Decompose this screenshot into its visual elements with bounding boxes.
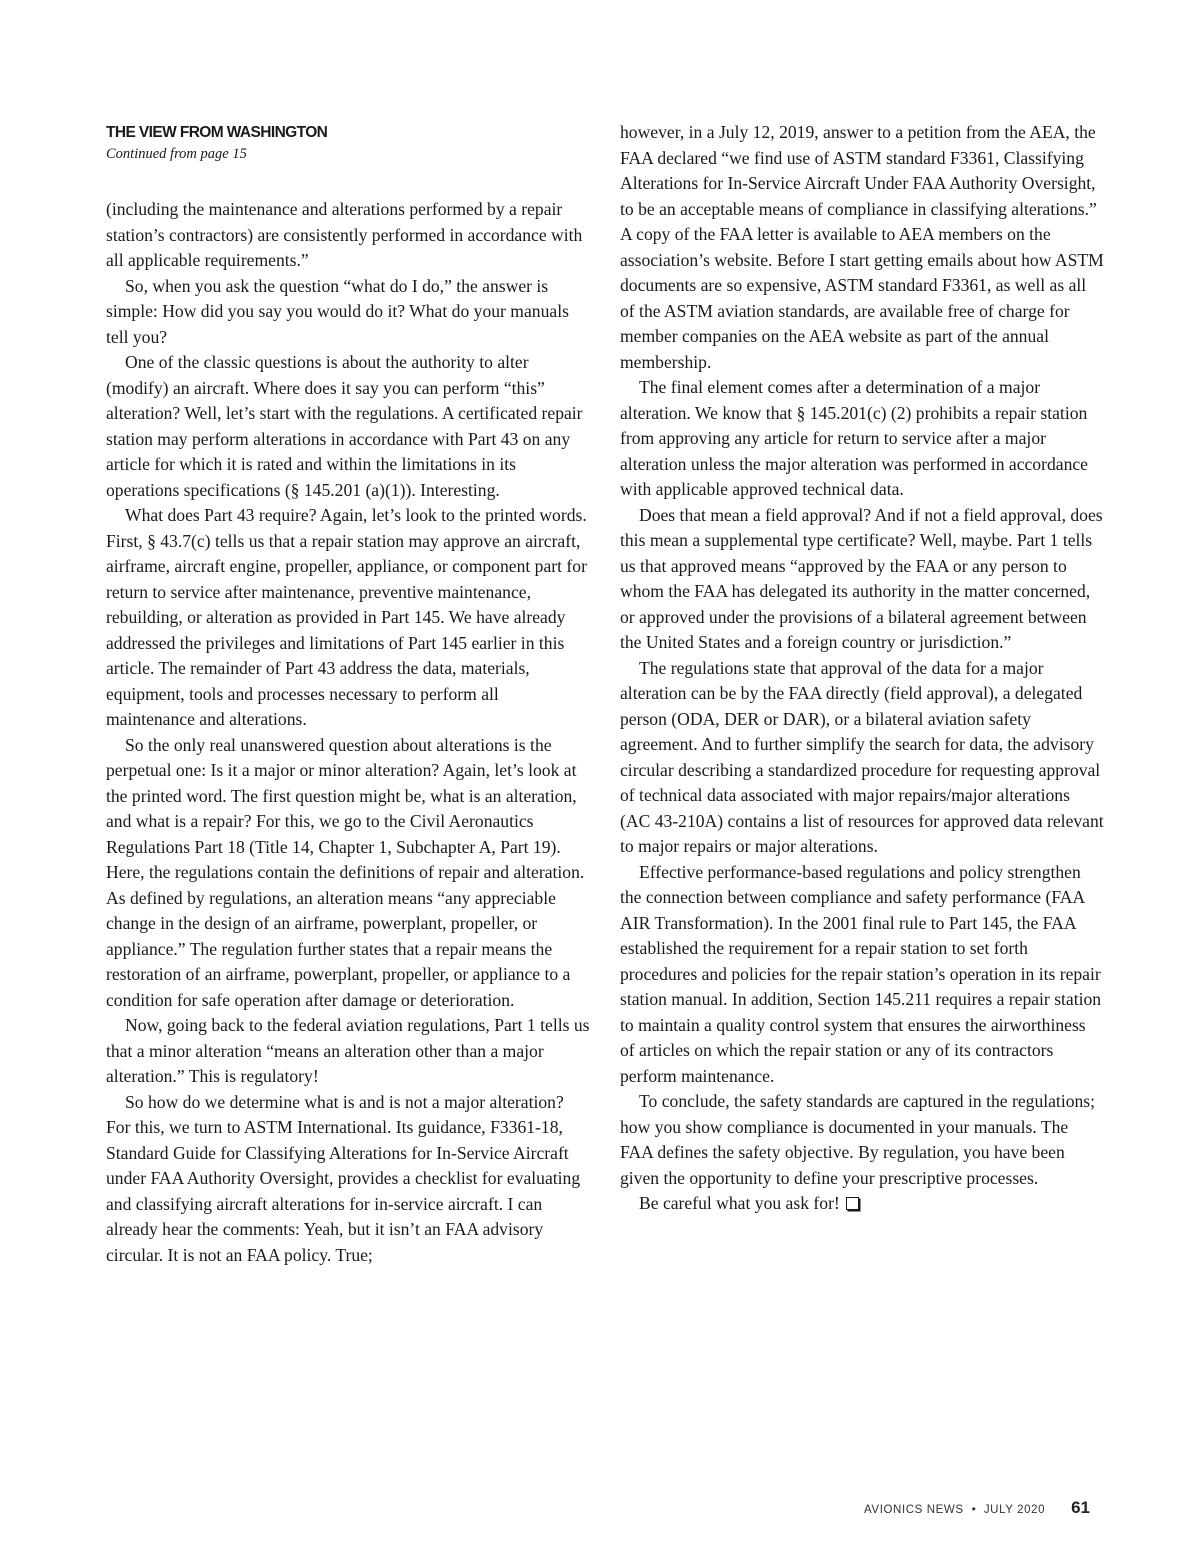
body-paragraph: So, when you ask the question “what do I do,” the answer is simple: How did you say you would do it? What do your manuals tell you? <box>106 275 569 347</box>
continued-from-note: Continued from page 15 <box>106 146 247 162</box>
body-paragraph: Does that mean a field approval? And if not a field approval, does this mean a supplemental type certificate? Well, maybe. Part 1 tells us that approved means “approved by the FAA or any person to whom the FAA has delegated its authority in the matter concerned, or approved under the provisions of a bilateral agreement between the United States and a foreign country or jurisdiction.” <box>620 504 1103 652</box>
page-number: 61 <box>1071 1498 1090 1517</box>
page-footer <box>864 1498 1090 1518</box>
body-paragraph: however, in a July 12, 2019, answer to a petition from the AEA, the FAA declared “we find use of ASTM standard F3361, Classifying Alterations for In-Service Aircraft Under FAA Authority Oversight, to be an acceptable means of compliance in classifying alterations.” A copy of the FAA letter is available to AEA members on the association’s website. Before I start getting emails about how ASTM documents are so expensive, ASTM standard F3361, as well as all of the ASTM aviation standards, are available free of charge for member companies on the AEA website as part of the annual membership. <box>620 122 1104 372</box>
body-paragraph: The final element comes after a determination of a major alteration. We know that § 145.201(c) (2) prohibits a repair station from approving any article for return to service after a major alteration unless the major alteration was performed in accordance with applicable approved technical data. <box>620 377 1088 499</box>
body-paragraph: The regulations state that approval of the data for a major alteration can be by the FAA directly (field approval), a delegated person (ODA, DER or DAR), or a bilateral aviation safety agreement. And to further simplify the search for data, the advisory circular describing a standardized procedure for requesting approval of technical data associated with major repairs/major alterations (AC 43-210A) contains a list of resources for approved data relevant to major repairs or major alterations. <box>620 657 1104 856</box>
closing-paragraph <box>620 1191 1104 1217</box>
body-paragraph: One of the classic questions is about the authority to alter (modify) an aircraft. Where does it say you can perform “this” alteration? Well, let’s start with the regulations. A certificated repair station may perform alterations in accordance with Part 43 on any article for which it is rated and within the limitations in its operations specifications (§ 145.201 (a)(1)). Interesting. <box>106 352 583 500</box>
section-kicker: THE VIEW FROM WASHINGTON <box>106 124 328 141</box>
body-paragraph: Now, going back to the federal aviation regulations, Part 1 tells us that a minor alteration “means an alteration other than a major alteration.” This is regulatory! <box>106 1015 590 1086</box>
left-column <box>106 122 590 1268</box>
footer-separator: • <box>971 1502 976 1516</box>
body-paragraph: (including the maintenance and alterations performed by a repair station’s contractors) are consistently performed in accordance with all applicable requirements.” <box>106 199 583 270</box>
right-column <box>620 120 1104 1217</box>
body-paragraph: So the only real unanswered question about alterations is the perpetual one: Is it a major or minor alteration? Again, let’s look at the printed word. The first question might be, what is an alteration, and what is a repair? For this, we go to the Civil Aeronautics Regulations Part 18 (Title 14, Chapter 1, Subchapter A, Part 19). Here, the regulations contain the definitions of repair and alteration. As defined by regulations, an alteration means “any appreciable change in the design of an airframe, powerplant, propeller, or appliance.” The regulation further states that a repair means the restoration of an airframe, powerplant, propeller, or appliance to a condition for safe operation after damage or deterioration. <box>106 734 585 1010</box>
body-paragraph: So how do we determine what is and is not a major alteration? For this, we turn to ASTM International. Its guidance, F3361-18, Standard Guide for Classifying Alterations for In-Service Aircraft under FAA Authority Oversight, provides a checklist for evaluating and classifying aircraft alterations for in-service aircraft. I can already hear the comments: Yeah, but it isn’t an FAA advisory circular. It is not an FAA policy. True; <box>106 1091 581 1265</box>
body-paragraph: To conclude, the safety standards are captured in the regulations; how you show compliance is documented in your manuals. The FAA defines the safety objective. By regulation, you have been given the opportunity to define your prescriptive processes. <box>620 1091 1096 1188</box>
issue-date: JULY 2020 <box>983 1504 1046 1516</box>
closing-text: Be careful what you ask for! <box>639 1193 840 1213</box>
publication-name: AVIONICS NEWS <box>864 1504 964 1516</box>
end-of-article-box-icon <box>846 1197 859 1210</box>
body-paragraph: What does Part 43 require? Again, let’s look to the printed words. First, § 43.7(c) tells us that a repair station may approve an aircraft, airframe, aircraft engine, propeller, appliance, or component part for return to service after maintenance, preventive maintenance, rebuilding, or alteration as provided in Part 145. We have already addressed the privileges and limitations of Part 145 earlier in this article. The remainder of Part 43 address the data, materials, equipment, tools and processes necessary to perform all maintenance and alterations. <box>106 505 587 729</box>
body-paragraph: Effective performance-based regulations and policy strengthen the connection between compliance and safety performance (FAA AIR Transformation). In the 2001 final rule to Part 145, the FAA established the requirement for a repair station to set forth procedures and policies for the repair station’s operation in its repair station manual. In addition, Section 145.211 requires a repair station to maintain a quality control system that ensures the airworthiness of articles on which the repair station or any of its contractors perform maintenance. <box>620 861 1102 1086</box>
